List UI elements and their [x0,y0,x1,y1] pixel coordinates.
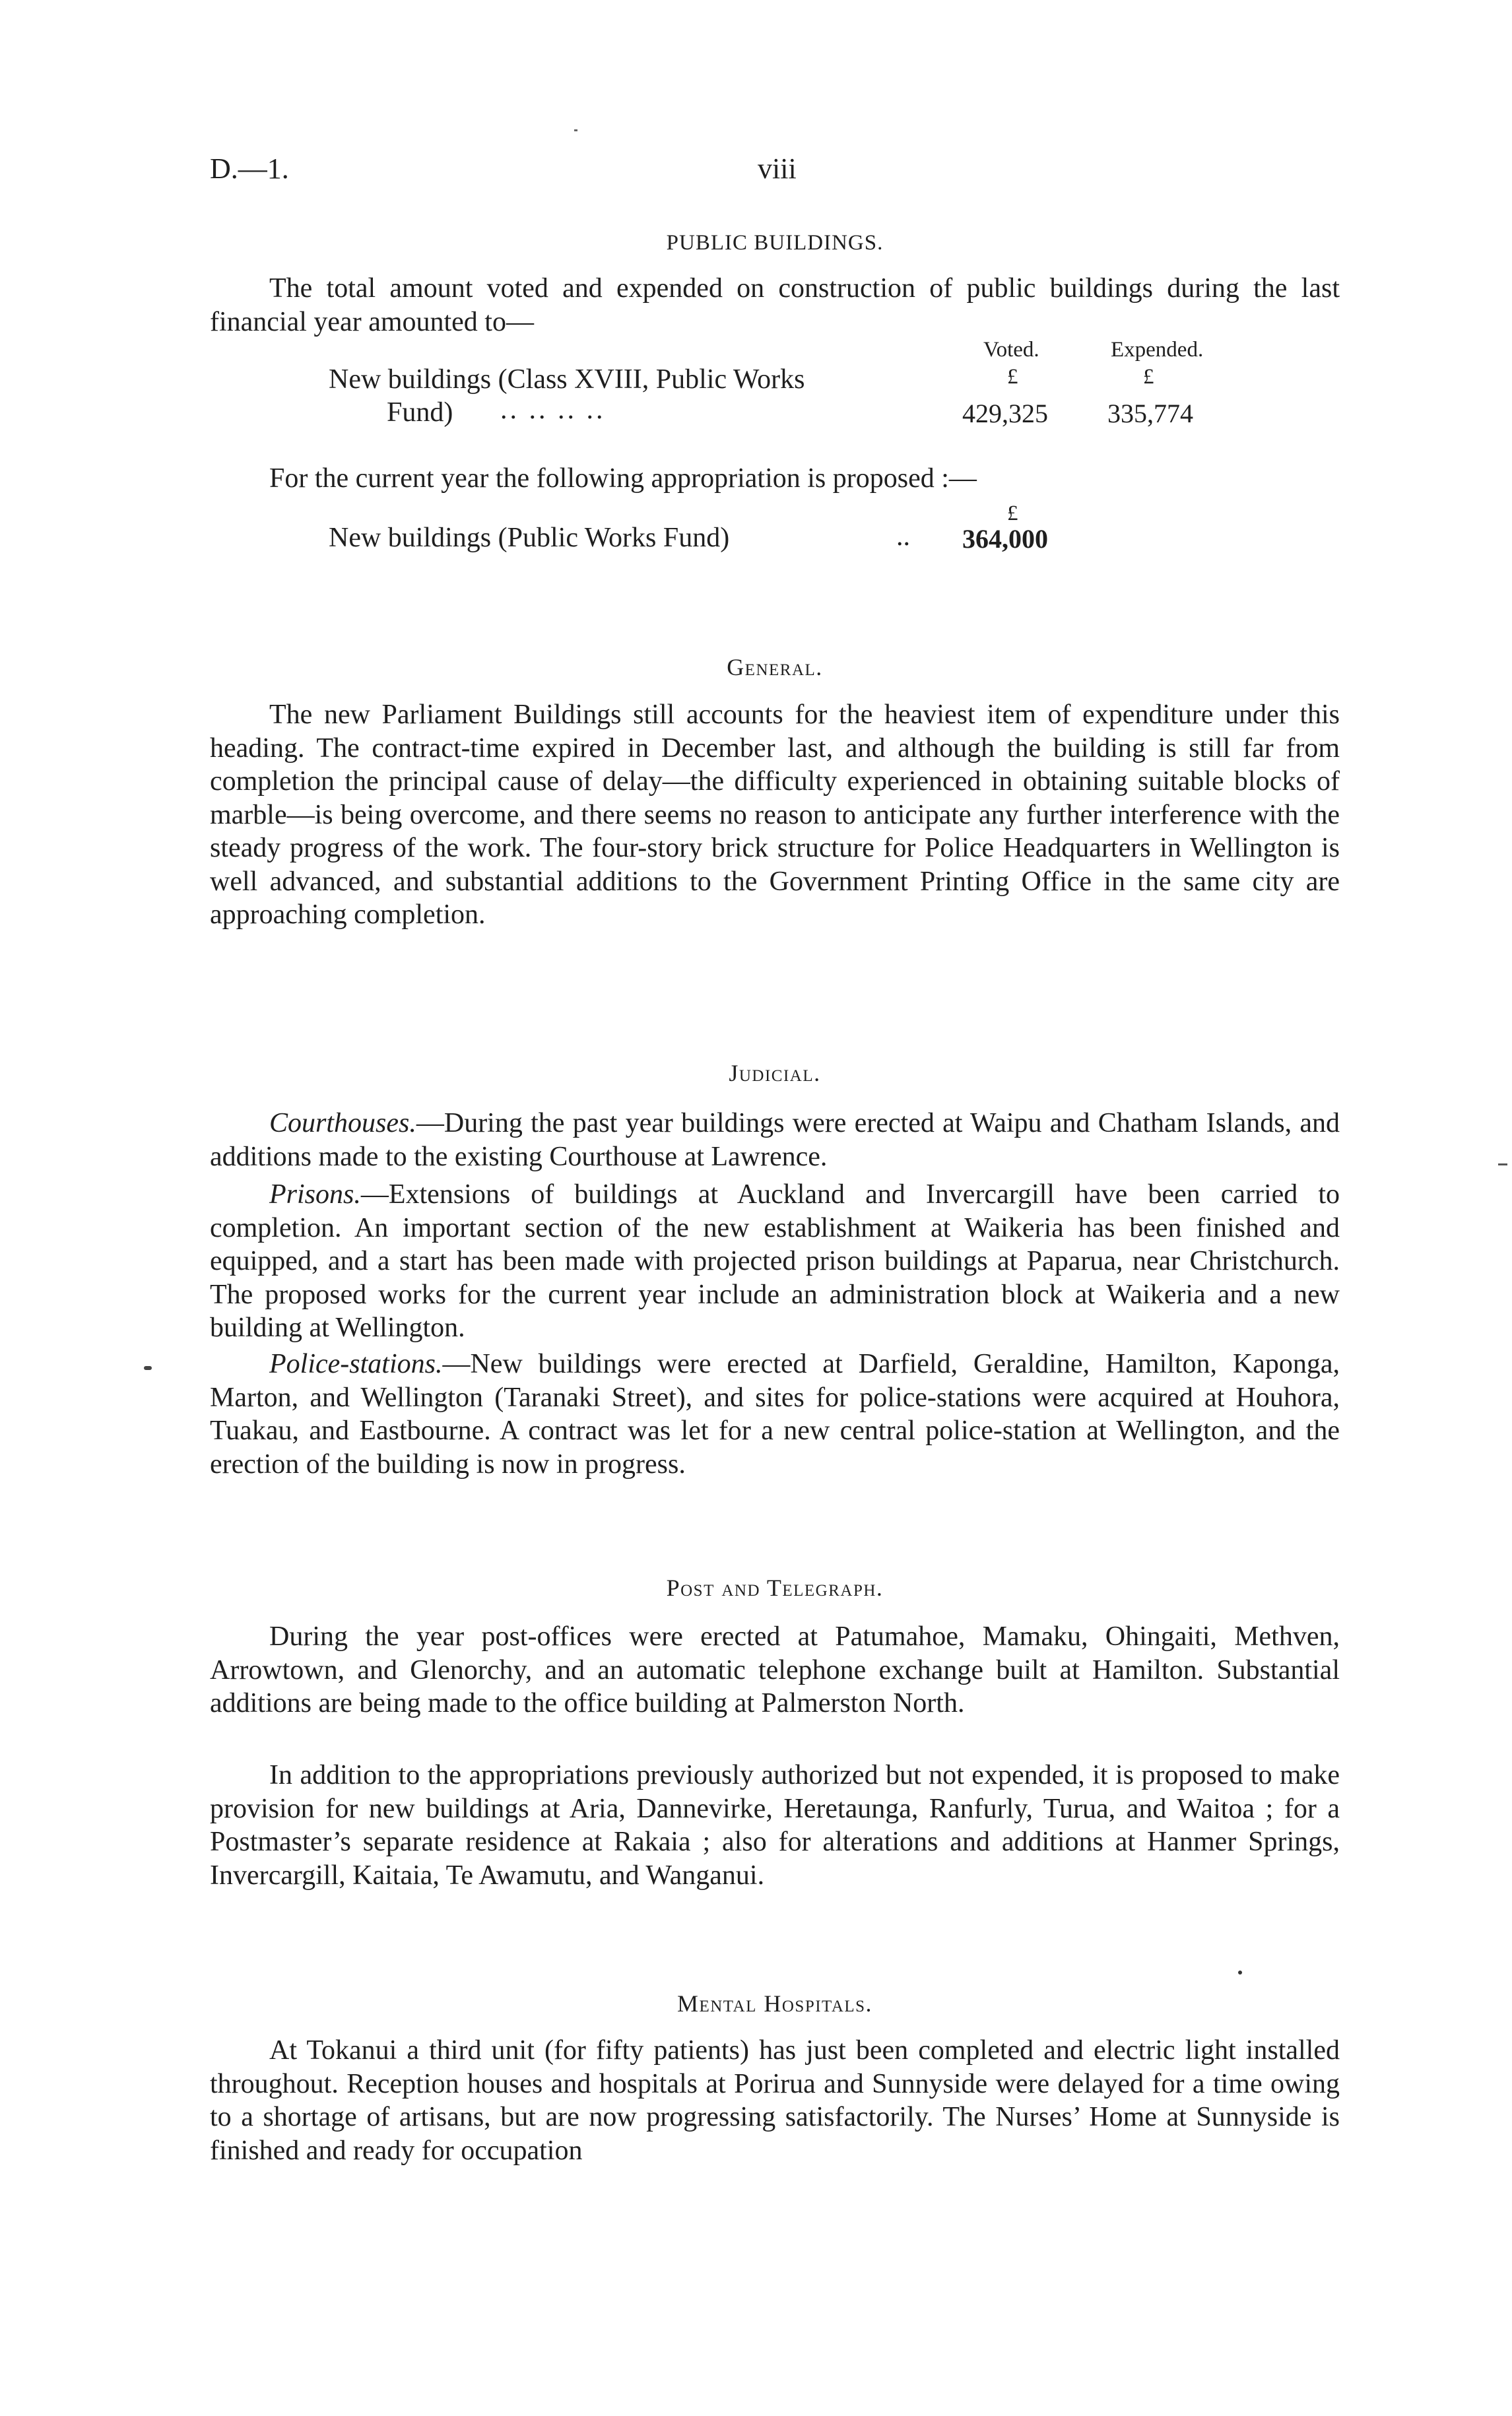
scan-mark [1238,1971,1242,1975]
public-buildings-intro: The total amount voted and expended on construction of public buildings during the last financial year amounted to— [210,273,1340,337]
leader-dots: .. .. .. .. [500,395,606,425]
page-number: viii [758,152,797,185]
post-telegraph-paragraph-1: During the year post-offices were erected at Patumahoe, Mamaku, Ohingaiti, Methven, Arrowtown, and Glenorchy, and an automatic telephone exchange built at Hamilton. Substantial additions are being made to the office building at Palmerston North. [210,1621,1340,1718]
mental-hospitals-heading: Mental Hospitals. [676,1990,873,2017]
general-heading: General. [727,654,823,680]
courthouses-label: Courthouses. [269,1108,416,1138]
prisons-label: Prisons. [269,1179,361,1210]
scan-mark [1498,1163,1507,1165]
courthouses-paragraph [210,1107,1340,1173]
post-telegraph-heading: Post and Telegraph. [666,1575,884,1601]
prisons-paragraph [210,1178,1340,1345]
prisons-text: —Extensions of buildings at Auckland and Invercargill have been carried to completion. An important section of the new establishment at Waikeria has been finished and equipped, and a start has been made with projected prison buildings at Paparua, near Christchurch. The proposed works for the current year include an administration block at Waikeria and a new building at Wellington. [210,1179,1340,1343]
proposed-leader-dots: .. [896,521,910,552]
new-buildings-row-label: New buildings (Class XVIII, Public Works [329,364,805,395]
scan-mark [144,1366,152,1370]
police-stations-text: —New buildings were erected at Darfield, Geraldine, Hamilton, Kaponga, Marton, and Wellington (Taranaki Street), and sites for police-stations were acquired at Houhora, Tuakau, and Eastbourne. A contract was let for a new central police-station at Wellington, and the erection of the building is now in progress. [210,1349,1340,1480]
proposed-currency: £ [1007,502,1018,525]
document-reference: D.—1. [210,152,289,185]
voted-column-header: Voted. [983,338,1039,362]
scan-mark [574,129,577,131]
general-paragraph: The new Parliament Buildings still accounts for the heaviest item of expenditure under this heading. The contract-time expired in December last, and although the building is still far from completion the principal cause of delay—the difficulty experienced in obtaining suitable blocks of marble—is being overcome, and there seems no reason to anticipate any further interference with the steady progress of the work. The four-story brick structure for Police Headquarters in Wellington is well advanced, and substantial additions to the Government Printing Office in the same city are approaching completion. [210,700,1340,930]
new-buildings-row-label-cont: Fund) [387,397,453,428]
post-telegraph-paragraph-2: In addition to the appropriations previously authorized but not expended, it is proposed to make provision for new buildings at Aria, Dannevirke, Heretaunga, Ranfurly, Turua, and Waitoa ; for a Postmaster’s separate residence at Rakaia ; also for alterations and additions at Hanmer Springs, Invercargill, Kaitaia, Te Awamutu, and Wanganui. [210,1760,1340,1891]
public-buildings-heading: PUBLIC BUILDINGS. [666,231,884,255]
expended-column-header: Expended. [1111,338,1204,362]
courthouses-text: —During the past year buildings were erected at Waipu and Chatham Islands, and additions made to the existing Courthouse at Lawrence. [210,1108,1340,1172]
current-year-intro: For the current year the following appropriation is proposed :— [269,463,977,494]
police-stations-label: Police-stations. [269,1349,443,1379]
police-stations-paragraph [210,1348,1340,1481]
proposed-row-label: New buildings (Public Works Fund) [329,523,730,553]
expended-currency: £ [1143,365,1154,389]
expended-amount: 335,774 [1107,399,1193,428]
mental-hospitals-paragraph: At Tokanui a third unit (for fifty patients) has just been completed and electric light installed throughout. Reception houses and hospitals at Porirua and Sunnyside were delayed for a time owing to a shortage of artisans, but are now progressing satisfactorily. The Nurses’ Home at Sunnyside is finished and ready for occupation [210,2035,1340,2166]
voted-currency: £ [1007,365,1018,389]
proposed-amount: 364,000 [962,524,1048,554]
voted-amount: 429,325 [962,399,1048,428]
judicial-heading: Judicial. [729,1060,821,1086]
